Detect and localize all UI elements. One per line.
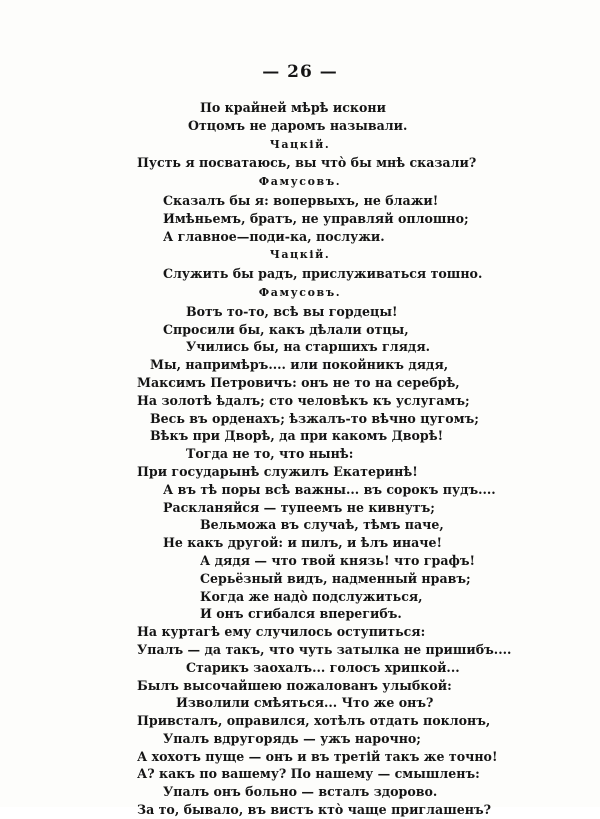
play-text: [0, 99, 600, 819]
verse-line: Изволили смѣяться... Что же онъ?: [176, 695, 434, 711]
speaker-name: Фамусовъ.: [258, 285, 342, 299]
verse-line: А въ тѣ поры всѣ важны... въ сорокъ пудъ....: [163, 481, 496, 497]
verse-line: Упалъ — да такъ, что чуть затылка не пришибъ....: [137, 641, 512, 657]
verse-line: Пусть я посватаюсь, вы чтò бы мнѣ сказали?: [137, 155, 477, 171]
verse-line: По крайней мѣрѣ искони: [200, 100, 386, 115]
verse-line: Вотъ то-то, всѣ вы гордецы!: [186, 303, 398, 319]
page-number: — 26 —: [262, 62, 338, 82]
verse-line: А главное—поди-ка, послужи.: [163, 228, 385, 244]
verse-line: Имѣньемъ, братъ, не управляй оплошно;: [163, 210, 469, 226]
verse-line: Упалъ онъ больно — всталъ здорово.: [163, 784, 438, 800]
verse-line: На золотѣ ѣдалъ; сто человѣкъ къ услугамъ;: [137, 392, 470, 408]
verse-line: Мы, напримѣръ.... или покойникъ дядя,: [150, 357, 449, 373]
verse-line: Старикъ заохалъ... голосъ хрипкой...: [186, 659, 460, 675]
verse-line: Спросили бы, какъ дѣлали отцы,: [163, 321, 409, 337]
speaker-name: Чацкій.: [269, 137, 331, 151]
verse-line: Учились бы, на старшихъ глядя.: [186, 339, 431, 355]
speaker-name: Фамусовъ.: [258, 175, 342, 189]
verse-line: Весь въ орденахъ; ѣзжалъ-то вѣчно цугомъ;: [150, 410, 479, 426]
verse-line: Серьёзный видъ, надменный нравъ;: [200, 570, 471, 586]
speaker-name: Чацкій.: [269, 248, 331, 262]
verse-line: Привсталъ, оправился, хотѣлъ отдать поклонъ,: [137, 713, 491, 729]
verse-line: Вельможа въ случаѣ, тѣмъ паче,: [200, 517, 444, 533]
verse-line: Тогда не то, что нынѣ:: [186, 446, 354, 462]
verse-line: И онъ сгибался вперегибъ.: [200, 606, 402, 622]
verse-line: За то, бывало, въ вистъ ктò чаще приглашенъ?: [137, 802, 491, 818]
verse-line: Отцомъ не даромъ называли.: [188, 117, 408, 133]
verse-line: А? какъ по вашему? По нашему — смышленъ:: [137, 766, 480, 782]
verse-line: Сказалъ бы я: вопервыхъ, не блажи!: [163, 192, 439, 208]
verse-line: Упалъ вдругорядь — ужъ нарочно;: [163, 730, 421, 746]
verse-line: Былъ высочайшею пожалованъ улыбкой:: [137, 677, 452, 693]
verse-line: Когда же надò подслужиться,: [200, 588, 423, 604]
verse-line: При государынѣ служилъ Екатеринѣ!: [137, 463, 418, 479]
verse-line: На куртагѣ ему случилось оступиться:: [137, 624, 426, 640]
verse-line: Раскланяйся — тупеемъ не кивнутъ;: [163, 499, 435, 515]
verse-line: Вѣкъ при Дворѣ, да при какомъ Дворѣ!: [150, 428, 444, 444]
verse-line: Не какъ другой: и пилъ, и ѣлъ иначе!: [163, 535, 443, 551]
verse-line: А дядя — что твой князь! что графъ!: [200, 552, 476, 568]
verse-line: Максимъ Петровичъ: онъ не то на серебрѣ,: [137, 374, 460, 390]
verse-line: А хохотъ пуще — онъ и въ третій такъ же точно!: [137, 748, 498, 764]
verse-line: Служить бы радъ, прислуживаться тошно.: [163, 266, 483, 282]
